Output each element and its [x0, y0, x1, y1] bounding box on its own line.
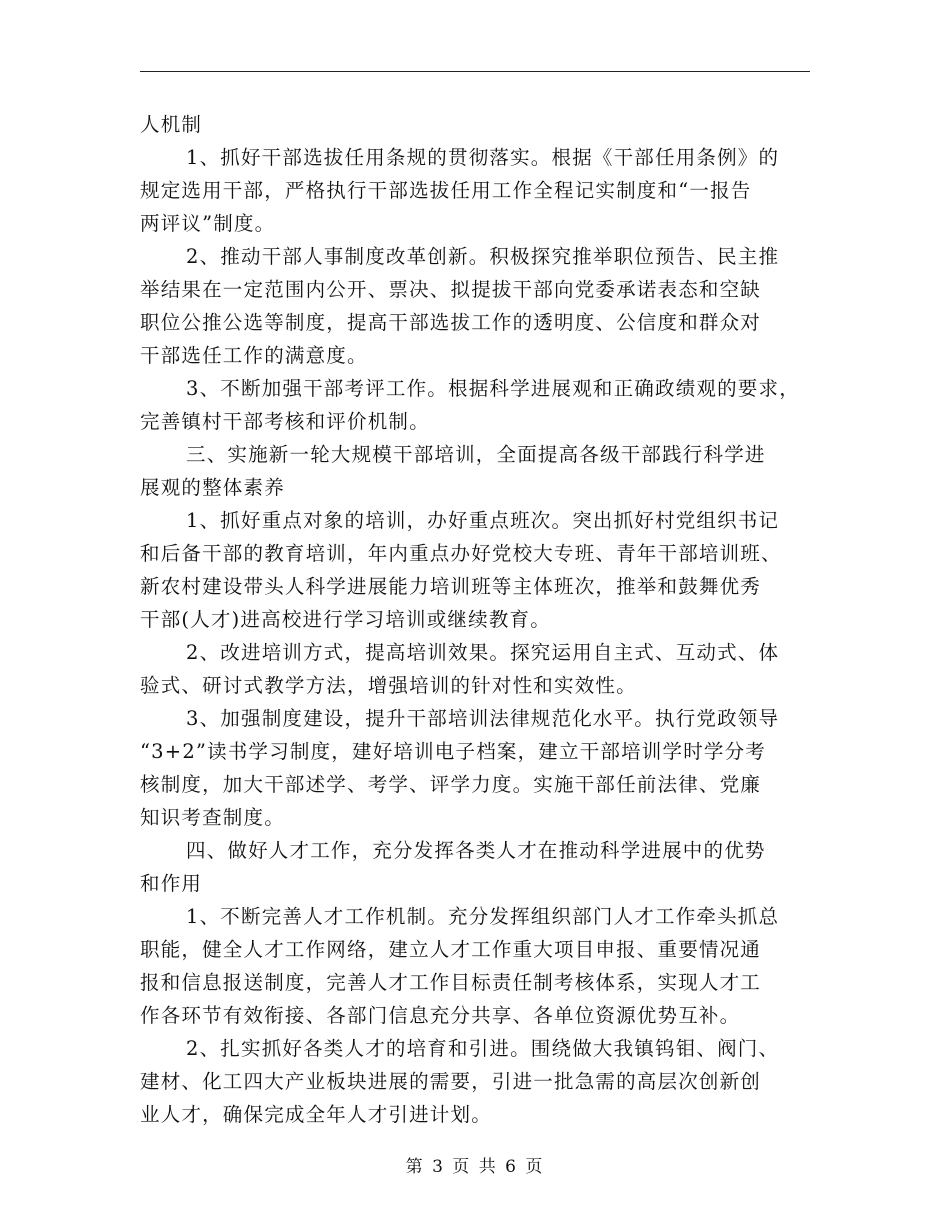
text-line: 三、实施新一轮大规模干部培训，全面提高各级干部践行科学进: [186, 443, 766, 466]
text-line: “3+2”读书学习制度，建好培训电子档案，建立干部培训学时学分考: [140, 740, 766, 763]
text-line: 建材、化工四大产业板块进展的需要，引进一批急需的高层次创新创: [140, 1070, 762, 1093]
text-line: 职位公推公选等制度，提高干部选拔工作的透明度、公信度和群众对: [140, 311, 762, 334]
text-line: 核制度，加大干部述学、考学、评学力度。实施干部任前法律、党廉: [140, 773, 762, 796]
text-line: 干部选任工作的满意度。: [140, 344, 368, 367]
text-line: 验式、研讨式教学方法，增强培训的针对性和实效性。: [140, 674, 637, 697]
text-line: 2、推动干部人事制度改革创新。积极探究推举职位预告、民主推: [186, 245, 780, 268]
header-rule: [140, 71, 810, 72]
text-line: 报和信息报送制度，完善人才工作目标责任制考核体系，实现人才工: [140, 971, 762, 994]
page-footer: 第 3 页 共 6 页: [405, 1157, 545, 1177]
text-line: 2、扎实抓好各类人才的培育和引进。围绕做大我镇钨钼、阀门、: [186, 1037, 780, 1060]
text-line: 作各环节有效衔接、各部门信息充分共享、各单位资源优势互补。: [140, 1004, 741, 1027]
text-line: 业人才，确保完成全年人才引进计划。: [140, 1103, 492, 1126]
text-line: 规定选用干部，严格执行干部选拔任用工作全程记实制度和“一报告: [140, 179, 752, 202]
document-body: [140, 108, 820, 1131]
text-line: 1、不断完善人才工作机制。充分发挥组织部门人才工作牵头抓总: [186, 905, 780, 928]
text-line: 四、做好人才工作，充分发挥各类人才在推动科学进展中的优势: [186, 839, 766, 862]
text-line: 人机制: [140, 113, 203, 136]
text-line: 举结果在一定范围内公开、票决、拟提拔干部向党委承诺表态和空缺: [140, 278, 762, 301]
text-line: 展观的整体素养: [140, 476, 285, 499]
text-line: 干部(人才)进高校进行学习培训或继续教育。: [140, 608, 551, 631]
text-line: 职能，健全人才工作网络，建立人才工作重大项目申报、重要情况通: [140, 938, 762, 961]
text-line: 完善镇村干部考核和评价机制。: [140, 410, 430, 433]
text-line: 知识考查制度。: [140, 806, 285, 829]
text-line: 1、抓好干部选拔任用条规的贯彻落实。根据《干部任用条例》的: [186, 146, 780, 169]
text-line: 新农村建设带头人科学进展能力培训班等主体班次，推举和鼓舞优秀: [140, 575, 762, 598]
text-line: 3、加强制度建设，提升干部培训法律规范化水平。执行党政领导: [186, 707, 780, 730]
text-line: 3、不断加强干部考评工作。根据科学进展观和正确政绩观的要求，: [186, 377, 800, 400]
text-line: 和作用: [140, 872, 203, 895]
text-line: 1、抓好重点对象的培训，办好重点班次。突出抓好村党组织书记: [186, 509, 780, 532]
text-line: 和后备干部的教育培训，年内重点办好党校大专班、青年干部培训班、: [140, 542, 782, 565]
text-line: 两评议”制度。: [140, 212, 276, 235]
text-line: 2、改进培训方式，提高培训效果。探究运用自主式、互动式、体: [186, 641, 780, 664]
